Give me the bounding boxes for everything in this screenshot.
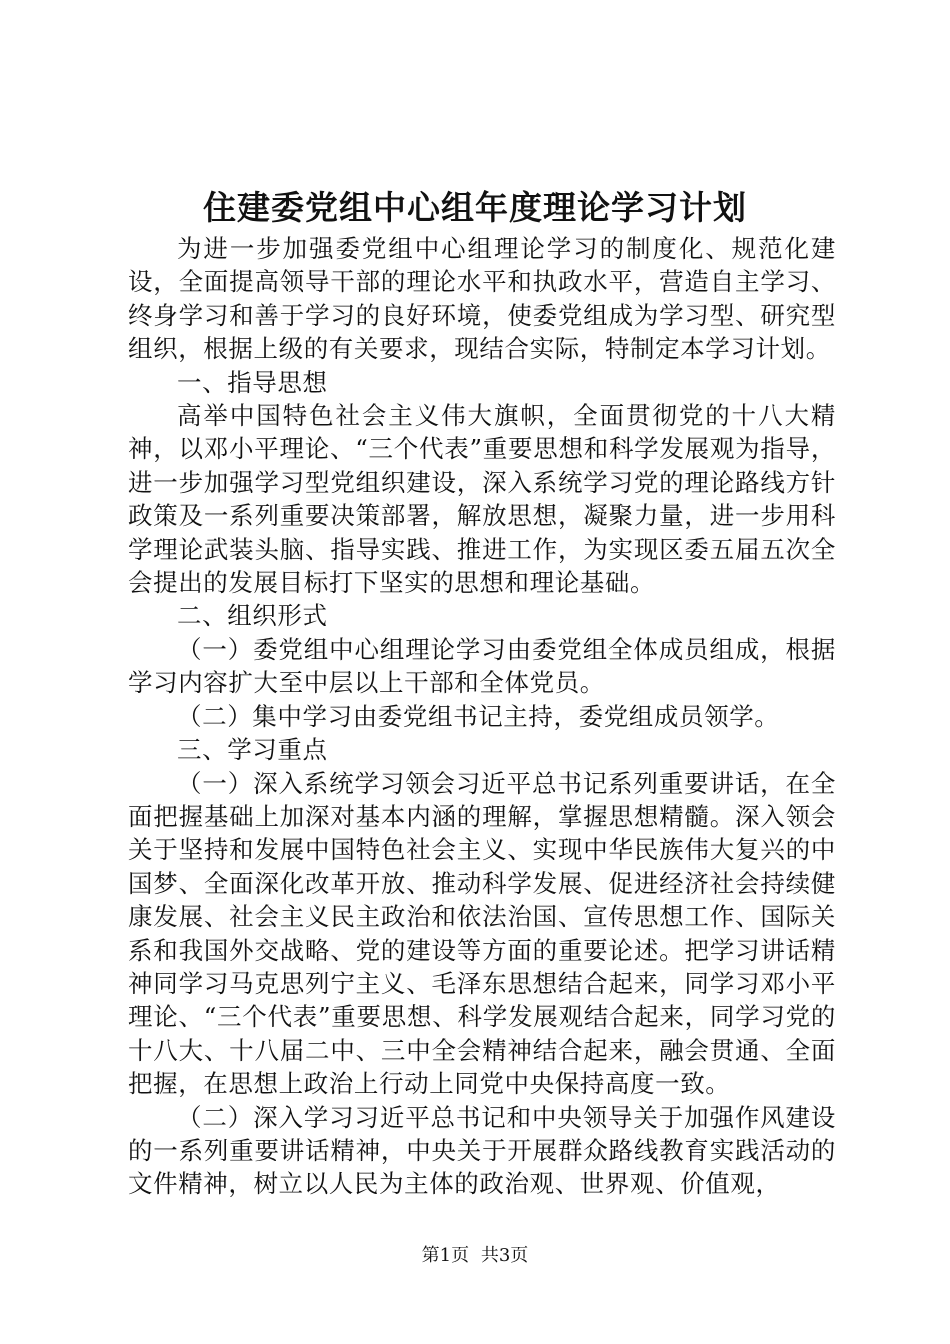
section-heading-study-focus: 三、学习重点 [177, 735, 328, 765]
document-title: 住建委党组中心组年度理论学习计划 [203, 188, 747, 227]
organization-item-2: （二）集中学习由委党组书记主持，委党组成员领学。 [177, 701, 780, 731]
document-body [128, 232, 836, 1201]
page-footer [0, 1244, 950, 1268]
section-heading-organization-form: 二、组织形式 [177, 601, 328, 631]
page-number: 第1页 [421, 1245, 470, 1266]
guiding-ideology-paragraph: 高举中国特色社会主义伟大旗帜，全面贯彻党的十八大精神，以邓小平理论、“三个代表”重要思想和科学发展观为指导，进一步加强学习型党组织建设，深入系统学习党的理论路线方针政策及一系列重要决策部署，解放思想，凝聚力量，进一步用科学理论武装头脑、指导实践、推进工作，为实现区委五届五次全会提出的发展目标打下坚实的思想和理论基础。 [128, 401, 836, 598]
page-total: 共3页 [480, 1245, 529, 1266]
section-heading-guiding-ideology: 一、指导思想 [177, 367, 328, 397]
intro-paragraph: 为进一步加强委党组中心组理论学习的制度化、规范化建设，全面提高领导干部的理论水平和执政水平，营造自主学习、终身学习和善于学习的良好环境，使委党组成为学习型、研究型组织，根据上级的有关要求，现结合实际，特制定本学习计划。 [128, 234, 836, 364]
organization-item-1: （一）委党组中心组理论学习由委党组全体成员组成，根据学习内容扩大至中层以上干部和全体党员。 [128, 634, 836, 698]
study-focus-item-1: （一）深入系统学习领会习近平总书记系列重要讲话，在全面把握基础上加深对基本内涵的理解，掌握思想精髓。深入领会关于坚持和发展中国特色社会主义、实现中华民族伟大复兴的中国梦、全面深化改革开放、推动科学发展、促进经济社会持续健康发展、社会主义民主政治和依法治国、宣传思想工作、国际关系和我国外交战略、党的建设等方面的重要论述。把学习讲话精神同学习马克思列宁主义、毛泽东思想结合起来，同学习邓小平理论、“三个代表”重要思想、科学发展观结合起来，同学习党的十八大、十八届二中、三中全会精神结合起来，融会贯通、全面把握，在思想上政治上行动上同党中央保持高度一致。 [128, 768, 836, 1099]
study-focus-item-2: （二）深入学习习近平总书记和中央领导关于加强作风建设的一系列重要讲话精神，中央关于开展群众路线教育实践活动的文件精神，树立以人民为主体的政治观、世界观、价值观， [128, 1102, 836, 1199]
